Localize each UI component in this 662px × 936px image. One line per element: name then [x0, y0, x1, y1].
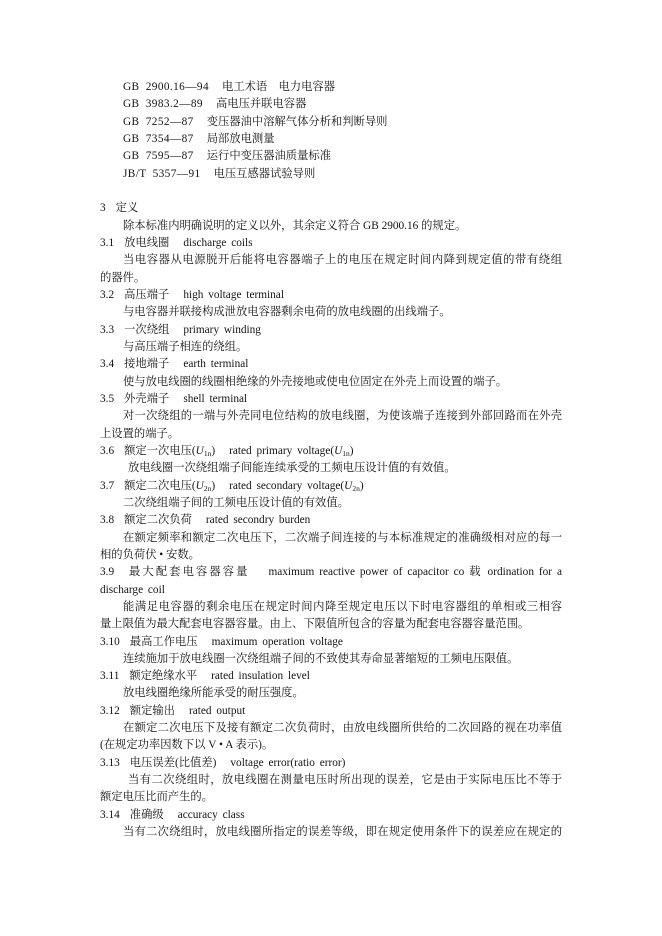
definition-number: 3.9 [100, 566, 115, 579]
reference-code: GB 2900.16—94 [123, 81, 210, 93]
definition-heading [100, 634, 562, 651]
definition-number: 3.10 [100, 635, 120, 648]
term-en [229, 445, 353, 457]
definition-heading-continuation [100, 582, 562, 599]
definition-heading [100, 443, 562, 460]
term-en: rated insulation level [211, 670, 310, 683]
reference-item [100, 131, 562, 148]
definition-number: 3.2 [100, 288, 115, 301]
paren-close: ) [211, 479, 216, 492]
definition-body-line: 连续施加于放电线圈一次绕组端子间的不致使其寿命显著缩短的工频电压限值。 [123, 652, 519, 665]
definition-body-line: (在规定功率因数下以 V • A 表示)。 [100, 739, 274, 752]
definition-heading [100, 755, 562, 772]
definition-heading [100, 564, 562, 581]
voltage-symbol: U [195, 444, 204, 457]
definition-number: 3.5 [100, 392, 115, 405]
definition-body-line: 当电容器从电源脱开后能将电容器端子上的电压在规定时间内降到规定值的带有绕组 [123, 254, 562, 267]
paren-close: ) [349, 444, 354, 457]
section-heading [100, 200, 562, 217]
term-zh-text: 额定一次电压( [124, 444, 196, 457]
term-zh: 电压误差(比值差) [129, 756, 217, 769]
reference-item [100, 114, 562, 131]
definition-heading [100, 356, 562, 373]
definition-body-line: 在额定二次电压下及接有额定二次负荷时，由放电线圈所供给的二次回路的视在功率值 [123, 722, 562, 735]
reference-code: GB 7595—87 [123, 150, 194, 163]
definition-body-line: 能满足电容器的剩余电压在规定时间内降至规定电压以下时电容器组的单相或三相容 [123, 600, 562, 613]
definition-body-line: 额定电压比而产生的。 [100, 791, 213, 804]
reference-item [100, 79, 562, 96]
definition-heading [100, 512, 562, 529]
definition-number: 3.13 [100, 756, 120, 769]
definition-number: 3.7 [100, 479, 115, 492]
definition-body-line: 的器件。 [100, 271, 146, 284]
definition-heading [100, 322, 562, 339]
definition-heading [100, 235, 562, 252]
term-en: primary winding [183, 323, 261, 336]
term-en: maximum reactive power of capacitor co 载 ordination for a [268, 566, 562, 579]
term-en: shell terminal [183, 392, 248, 405]
reference-title: 运行中变压器油质量标准 [206, 150, 331, 163]
reference-title: 高电压并联电容器 [215, 98, 307, 111]
definition-heading [100, 807, 562, 824]
voltage-subscript: 2n [352, 483, 360, 493]
definition-number: 3.14 [100, 808, 120, 821]
term-en-text: rated primary voltage( [229, 444, 335, 457]
definition-heading [100, 703, 562, 720]
definition-number: 3.4 [100, 358, 115, 371]
term-zh: 额定二次负荷 [124, 514, 192, 527]
reference-title: 变压器油中溶解气体分析和判断导则 [206, 115, 388, 128]
definition-body-line: 对一次绕组的一端与外壳同电位结构的放电线圈，为使该端子连接到外部回路而在外壳 [123, 410, 562, 423]
term-en [229, 480, 363, 492]
reference-title: 局部放电测量 [206, 132, 275, 145]
reference-code: GB 3983.2—89 [123, 98, 203, 111]
term-en: rated secondry burden [205, 514, 311, 527]
term-zh [124, 445, 215, 457]
voltage-symbol: U [344, 479, 353, 492]
voltage-subscript: 1n [203, 448, 212, 458]
voltage-subscript: 1n [342, 448, 350, 458]
definition-body-line: 在额定频率和额定二次电压下，二次端子间连接的与本标准规定的准确级相对应的每一 [123, 531, 562, 544]
reference-code: JB/T 5357—91 [123, 167, 201, 180]
reference-item [100, 96, 562, 113]
term-zh: 一次绕组 [124, 323, 170, 336]
term-zh: 准确级 [129, 808, 164, 821]
blank-line [100, 183, 562, 200]
term-en-text: rated secondary voltage( [229, 479, 345, 492]
definition-body-line: 当有二次绕组时，放电线圈所指定的误差等级，即在规定使用条件下的误差应在规定的 [123, 826, 562, 839]
definition-body-line: 上设置的端子。 [100, 427, 180, 440]
section-number: 3 [100, 202, 106, 215]
term-en: discharge coils [183, 236, 253, 249]
term-zh: 额定输出 [129, 704, 175, 717]
definition-body-line: 二次绕组端子间的工频电压设计值的有效值。 [123, 496, 349, 509]
definition-heading [100, 668, 562, 685]
voltage-symbol: U [334, 444, 343, 457]
term-zh: 接地端子 [124, 358, 170, 371]
definition-number: 3.11 [100, 670, 120, 683]
reference-title: 电压互感器试验导则 [213, 167, 316, 180]
definition-heading [100, 391, 562, 408]
term-zh [124, 480, 215, 492]
term-zh: 额定绝缘水平 [129, 670, 198, 683]
definition-number: 3.3 [100, 323, 115, 336]
term-zh: 外壳端子 [124, 392, 170, 405]
term-en: earth terminal [183, 358, 249, 371]
reference-item [100, 166, 562, 183]
term-en: voltage error(ratio error) [230, 756, 346, 769]
definition-body-line: 放电线圈绝缘所能承受的耐压强度。 [123, 687, 304, 700]
definition-heading [100, 478, 562, 495]
definition-number: 3.12 [100, 704, 120, 717]
definition-number: 3.6 [100, 444, 115, 457]
term-en: accuracy class [177, 808, 245, 821]
term-zh-text: 额定二次电压( [124, 479, 196, 492]
term-zh: 高压端子 [124, 288, 170, 301]
term-zh: 放电线圈 [124, 236, 170, 249]
term-zh: 最高工作电压 [129, 635, 198, 648]
reference-code: GB 7354—87 [123, 132, 194, 145]
definition-body-line: 量上限值为最大配套电容器容量。由上、下限值所包含的容量为配套电容器容量范围。 [100, 618, 530, 631]
voltage-symbol: U [195, 479, 204, 492]
definition-body-line: 放电线圈一次绕组端子间能连续承受的工频电压设计值的有效值。 [128, 462, 456, 475]
reference-code: GB 7252—87 [123, 115, 194, 128]
term-en: high voltage terminal [183, 288, 284, 301]
term-en: discharge coil [100, 583, 165, 596]
paren-close: ) [211, 444, 216, 457]
term-en: rated output [188, 704, 246, 717]
voltage-subscript: 2n [203, 483, 212, 493]
definition-heading [100, 287, 562, 304]
reference-title: 电工术语 电力电容器 [222, 81, 336, 93]
definition-body-line: 使与放电线圈的线圈相绝缘的外壳接地或使电位固定在外壳上而设置的端子。 [123, 375, 508, 388]
definition-body-line: 与电容器并联接构成泄放电容器剩余电荷的放电线圈的出线端子。 [123, 306, 451, 319]
definition-body-line: 相的负荷伏 • 安数。 [100, 548, 200, 561]
section-intro: 除本标准内明确说明的定义以外，其余定义符合 GB 2900.16 的规定。 [123, 219, 467, 232]
term-en: maximum operation voltage [211, 635, 343, 648]
section-title: 定义 [115, 202, 139, 215]
paren-close: ) [359, 479, 364, 492]
reference-item [100, 148, 562, 165]
definition-number: 3.8 [100, 514, 115, 527]
term-zh: 最大配套电容器容量 [129, 566, 250, 579]
definition-number: 3.1 [100, 236, 115, 249]
definition-body-line: 与高压端子相连的绕组。 [123, 340, 248, 353]
definition-body-line: 当有二次绕组时，放电线圈在测量电压时所出现的误差，它是由于实际电压比不等于 [128, 774, 562, 787]
